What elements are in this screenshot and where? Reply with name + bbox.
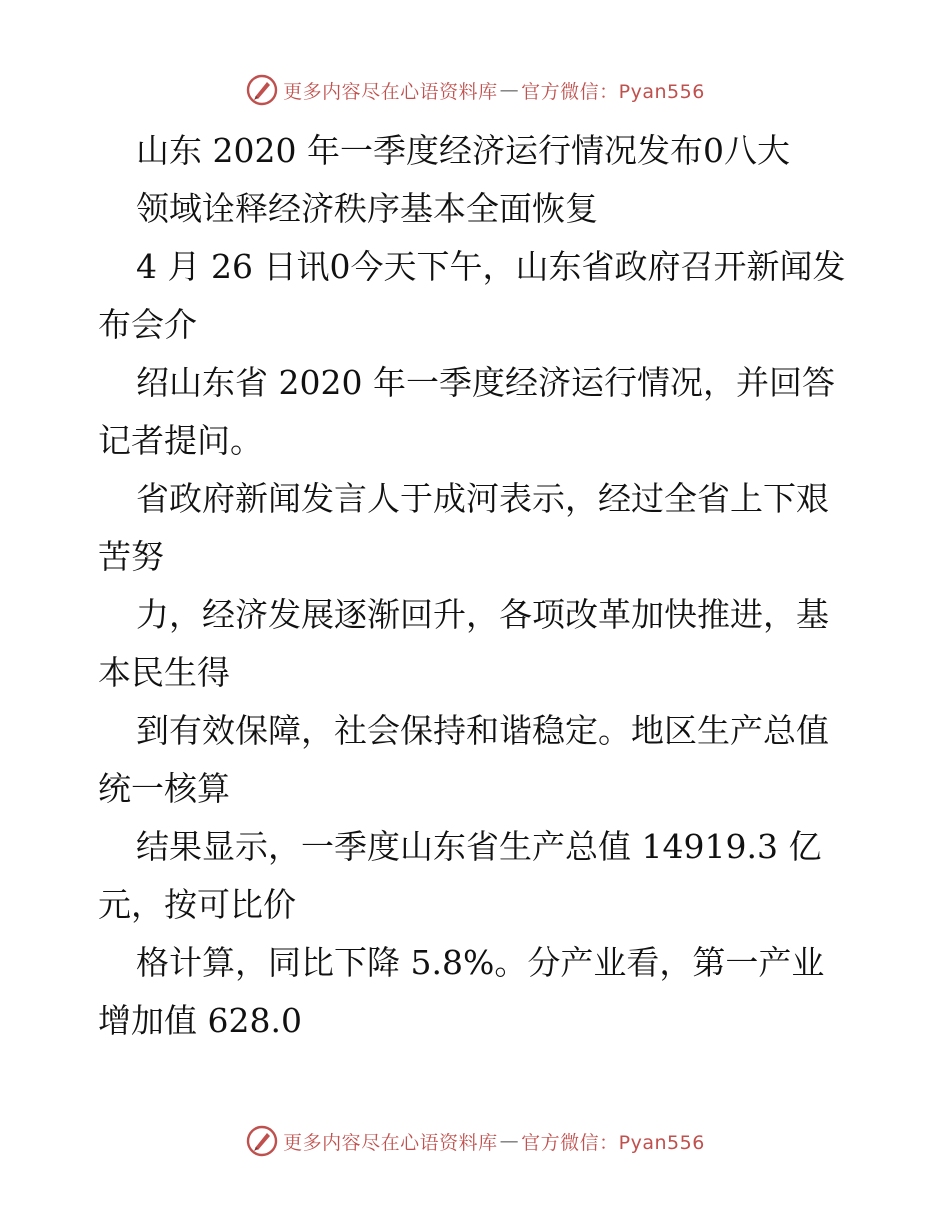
body-line-7: 省政府新闻发言人于成河表示，经过全省上下艰	[136, 479, 829, 518]
footer-banner	[0, 1121, 950, 1161]
footer-brand-text: 更多内容尽在心语资料库	[283, 1131, 498, 1154]
body-line-8: 苦努	[98, 537, 164, 576]
header-banner	[0, 70, 950, 110]
footer-wechat-text: 官方微信：Pyan556	[521, 1131, 705, 1154]
body-line-2: 领域诠释经济秩序基本全面恢复	[136, 189, 598, 228]
quill-pen-logo-icon	[245, 1124, 279, 1158]
header-wechat-text: 官方微信：Pyan556	[521, 80, 705, 103]
body-line-14: 元，按可比价	[98, 885, 296, 924]
body-line-1: 山东 2020 年一季度经济运行情况发布0八大	[136, 131, 790, 170]
footer-separator: —	[499, 1130, 520, 1152]
header-brand-text: 更多内容尽在心语资料库	[283, 80, 498, 103]
body-line-16: 增加值 628.0	[98, 1001, 302, 1040]
document-body	[98, 122, 858, 1050]
body-line-11: 到有效保障，社会保持和谐稳定。地区生产总值	[136, 711, 829, 750]
body-line-15: 格计算，同比下降 5.8%。分产业看，第一产业	[136, 943, 825, 982]
quill-pen-logo-icon	[245, 73, 279, 107]
body-line-13: 结果显示，一季度山东省生产总值 14919.3 亿	[136, 827, 822, 866]
header-separator: —	[499, 79, 520, 101]
body-line-6: 记者提问。	[98, 421, 263, 460]
body-line-4: 布会介	[98, 305, 197, 344]
body-line-9: 力，经济发展逐渐回升，各项改革加快推进，基	[136, 595, 829, 634]
body-line-3: 4 月 26 日讯0今天下午，山东省政府召开新闻发	[136, 247, 846, 286]
body-line-10: 本民生得	[98, 653, 230, 692]
body-line-12: 统一核算	[98, 769, 230, 808]
body-line-5: 绍山东省 2020 年一季度经济运行情况，并回答	[136, 363, 835, 402]
